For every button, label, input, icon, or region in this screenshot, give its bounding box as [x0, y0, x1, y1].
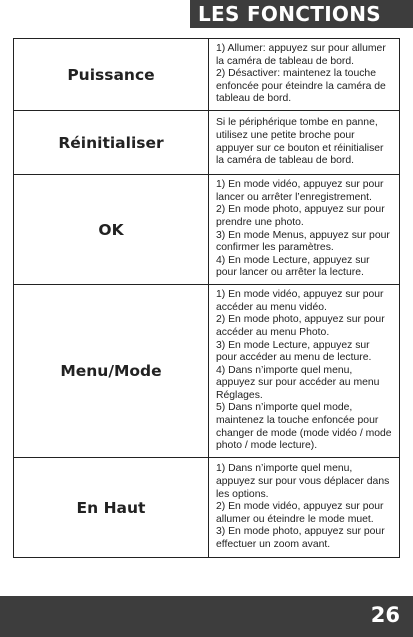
page-title: LES FONCTIONS — [198, 2, 381, 26]
function-description — [209, 175, 400, 285]
description-line: 5) Dans n’importe quel mode, maintenez la touche enfoncée pour changer de mode (mode vidéo / mode photo / mode lecture). — [216, 402, 392, 452]
function-name: En Haut — [14, 458, 209, 558]
description-line: 2) En mode photo, appuyez sur pour prendre une photo. — [216, 204, 385, 228]
description-line: 2) En mode vidéo, appuyez sur pour allumer ou éteindre le mode muet. — [216, 501, 384, 525]
footer-bar — [0, 596, 413, 637]
description-line: 2) En mode photo, appuyez sur pour accéder au menu Photo. — [216, 314, 385, 338]
function-name: OK — [14, 175, 209, 285]
function-name: Puissance — [14, 39, 209, 111]
function-name: Menu/Mode — [14, 285, 209, 458]
function-description — [209, 39, 400, 111]
description-line: 3) En mode Menus, appuyez sur pour confirmer les paramètres. — [216, 229, 390, 254]
table-row — [14, 285, 400, 458]
description-line: 4) Dans n’importe quel menu, appuyez sur pour accéder au menu Réglages. — [216, 364, 380, 401]
description-line: 1) En mode vidéo, appuyez sur pour lancer ou arrêter l’enregistrement. — [216, 179, 384, 203]
description-line: Si le périphérique tombe en panne, utilisez une petite broche pour appuyer sur ce bouton et réinitialiser la caméra de tableau de bord. — [216, 117, 384, 167]
description-line: 1) Allumer: appuyez sur pour allumer la caméra de tableau de bord. — [216, 43, 386, 67]
description-line: 2) Désactiver: maintenez la touche enfoncée pour éteindre la caméra de tableau de bord. — [216, 68, 386, 105]
functions-table — [13, 38, 400, 558]
description-line: 1) Dans n’importe quel menu, appuyez sur pour vous déplacer dans les options. — [216, 463, 390, 500]
function-description — [209, 285, 400, 458]
description-line: 3) En mode Lecture, appuyez sur pour accéder au menu de lecture. — [216, 339, 372, 364]
description-line: 3) En mode photo, appuyez sur pour effectuer un zoom avant. — [216, 526, 385, 550]
description-line: 4) En mode Lecture, appuyez sur pour lancer ou arrêter la lecture. — [216, 254, 370, 279]
function-description — [209, 111, 400, 175]
table-row — [14, 39, 400, 111]
table-row — [14, 175, 400, 285]
function-name: Réinitialiser — [14, 111, 209, 175]
table-row — [14, 458, 400, 558]
description-line: 1) En mode vidéo, appuyez sur pour accéder au menu vidéo. — [216, 289, 384, 313]
table-row — [14, 111, 400, 175]
function-description — [209, 458, 400, 558]
page-number: 26 — [370, 603, 400, 627]
